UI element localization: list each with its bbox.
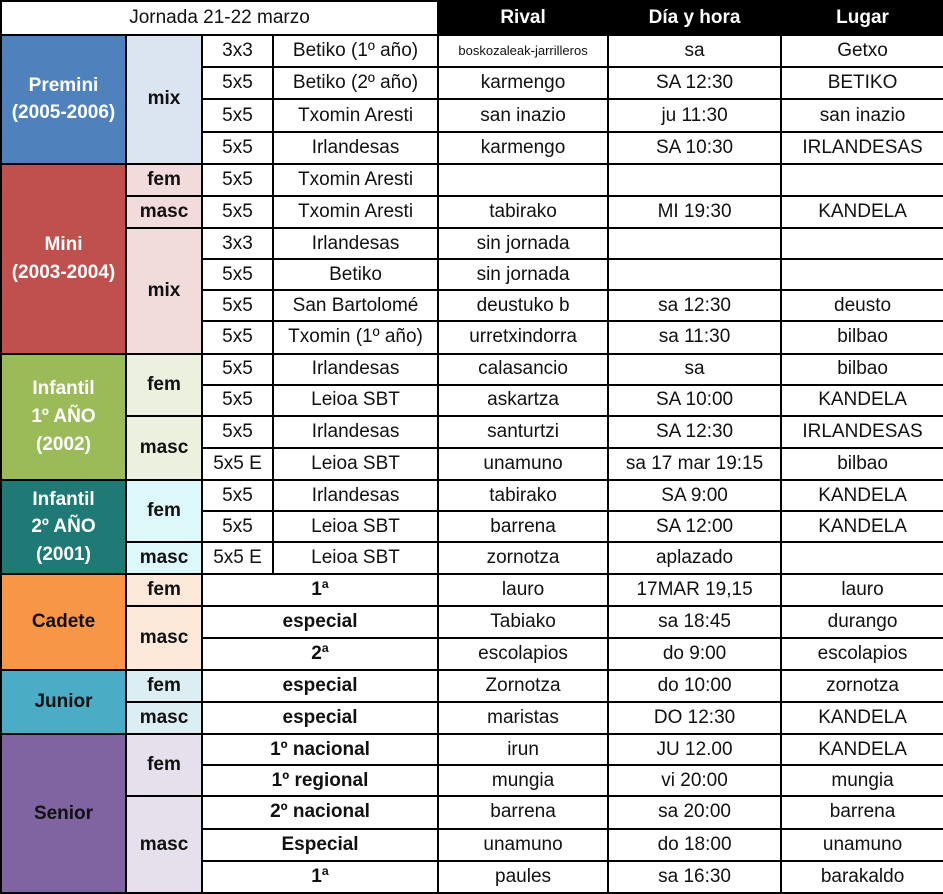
level-cell: 2º nacional — [202, 796, 438, 828]
lugar-cell: barakaldo — [781, 861, 943, 893]
table-row — [1, 542, 943, 574]
sex-masc: masc — [126, 796, 202, 893]
format-cell: 5x5 — [202, 321, 273, 353]
rival-cell: karmengo — [438, 67, 608, 99]
lugar-cell: mungia — [781, 765, 943, 796]
table-row — [1, 670, 943, 702]
rival-cell: tabirako — [438, 480, 608, 511]
rival-cell: boskozaleak-jarrilleros — [438, 35, 608, 67]
dia-cell: SA 10:30 — [608, 132, 781, 164]
lugar-cell: bilbao — [781, 354, 943, 385]
sex-fem: fem — [126, 164, 202, 196]
rival-cell: urretxindorra — [438, 321, 608, 353]
team-cell: Irlandesas — [273, 228, 438, 259]
table-row — [1, 702, 943, 734]
dia-cell: SA 10:00 — [608, 385, 781, 416]
rival-cell: Tabiako — [438, 606, 608, 638]
lugar-cell: san inazio — [781, 99, 943, 131]
lugar-cell: KANDELA — [781, 480, 943, 511]
sex-fem: fem — [126, 574, 202, 605]
category-infantil-2 — [1, 480, 126, 574]
category-label: Infantil — [32, 378, 95, 400]
format-cell: 5x5 — [202, 385, 273, 416]
team-cell: Leioa SBT — [273, 385, 438, 416]
dia-cell: sa 11:30 — [608, 321, 781, 353]
sex-fem: fem — [126, 354, 202, 416]
category-mini — [1, 164, 126, 354]
lugar-cell — [781, 164, 943, 196]
dia-cell: sa 16:30 — [608, 861, 781, 893]
lugar-cell: KANDELA — [781, 385, 943, 416]
sex-masc: masc — [126, 416, 202, 480]
team-cell: Betiko (2º año) — [273, 67, 438, 99]
sex-mix: mix — [126, 228, 202, 354]
lugar-cell: unamuno — [781, 829, 943, 861]
lugar-cell: durango — [781, 606, 943, 638]
category-junior: Junior — [1, 670, 126, 734]
rival-cell: deustuko b — [438, 290, 608, 321]
rival-cell: escolapios — [438, 638, 608, 670]
dia-cell: do 10:00 — [608, 670, 781, 702]
rival-cell: sin jornada — [438, 228, 608, 259]
table-row — [1, 35, 943, 67]
table-row — [1, 606, 943, 638]
format-cell: 3x3 — [202, 228, 273, 259]
dia-cell: sa 17 mar 19:15 — [608, 448, 781, 480]
dia-cell: DO 12:30 — [608, 702, 781, 734]
table-row — [1, 480, 943, 511]
level-cell: 1º regional — [202, 765, 438, 796]
sex-fem: fem — [126, 734, 202, 796]
lugar-header: Lugar — [781, 1, 943, 35]
lugar-cell: bilbao — [781, 321, 943, 353]
lugar-cell: IRLANDESAS — [781, 132, 943, 164]
team-cell: Leioa SBT — [273, 448, 438, 480]
table-row — [1, 796, 943, 828]
category-years: (2001) — [36, 544, 91, 565]
lugar-cell: Getxo — [781, 35, 943, 67]
team-cell: Betiko (1º año) — [273, 35, 438, 67]
rival-cell: calasancio — [438, 354, 608, 385]
dia-cell: sa 12:30 — [608, 290, 781, 321]
rival-cell: zornotza — [438, 542, 608, 574]
lugar-cell: KANDELA — [781, 734, 943, 765]
sex-masc: masc — [126, 542, 202, 574]
dia-hora-header: Día y hora — [608, 1, 781, 35]
format-cell: 5x5 — [202, 480, 273, 511]
level-cell: 1ª — [202, 861, 438, 893]
lugar-cell — [781, 542, 943, 574]
format-cell: 5x5 E — [202, 448, 273, 480]
category-label: Infantil — [32, 488, 95, 510]
level-cell: Especial — [202, 829, 438, 861]
dia-cell: 17MAR 19,15 — [608, 574, 781, 605]
format-cell: 5x5 E — [202, 542, 273, 574]
table-row — [1, 354, 943, 385]
team-cell: Txomin Aresti — [273, 196, 438, 228]
lugar-cell: zornotza — [781, 670, 943, 702]
table-row — [1, 196, 943, 228]
team-cell: Txomin (1º año) — [273, 321, 438, 353]
rival-header: Rival — [438, 1, 608, 35]
rival-cell: askartza — [438, 385, 608, 416]
team-cell: San Bartolomé — [273, 290, 438, 321]
lugar-cell: KANDELA — [781, 702, 943, 734]
level-cell: 1ª — [202, 574, 438, 605]
level-cell: especial — [202, 606, 438, 638]
sex-masc: masc — [126, 196, 202, 228]
format-cell: 5x5 — [202, 132, 273, 164]
dia-cell — [608, 228, 781, 259]
table-row — [1, 228, 943, 259]
rival-cell: san inazio — [438, 99, 608, 131]
lugar-cell — [781, 259, 943, 290]
team-cell: Txomin Aresti — [273, 99, 438, 131]
dia-cell — [608, 164, 781, 196]
rival-cell: tabirako — [438, 196, 608, 228]
format-cell: 5x5 — [202, 354, 273, 385]
rival-cell: sin jornada — [438, 259, 608, 290]
sex-fem: fem — [126, 670, 202, 702]
sex-fem: fem — [126, 480, 202, 542]
table-row — [1, 734, 943, 765]
category-label: Premini — [28, 74, 99, 96]
dia-cell: sa — [608, 35, 781, 67]
dia-cell: MI 19:30 — [608, 196, 781, 228]
category-year-label: 1º AÑO — [31, 405, 96, 427]
team-cell: Leioa SBT — [273, 542, 438, 574]
rival-cell: unamuno — [438, 448, 608, 480]
lugar-cell: KANDELA — [781, 196, 943, 228]
team-cell: Irlandesas — [273, 416, 438, 448]
rival-cell: mungia — [438, 765, 608, 796]
category-premini — [1, 35, 126, 164]
rival-cell: unamuno — [438, 829, 608, 861]
level-cell: especial — [202, 702, 438, 734]
dia-cell: SA 9:00 — [608, 480, 781, 511]
rival-cell: Zornotza — [438, 670, 608, 702]
team-cell: Leioa SBT — [273, 511, 438, 542]
format-cell: 5x5 — [202, 290, 273, 321]
table-row — [1, 574, 943, 605]
dia-cell: aplazado — [608, 542, 781, 574]
lugar-cell: escolapios — [781, 638, 943, 670]
sex-masc: masc — [126, 606, 202, 670]
team-cell: Irlandesas — [273, 480, 438, 511]
dia-cell: SA 12:00 — [608, 511, 781, 542]
format-cell: 5x5 — [202, 196, 273, 228]
rival-cell: santurtzi — [438, 416, 608, 448]
rival-cell — [438, 164, 608, 196]
rival-cell: barrena — [438, 796, 608, 828]
lugar-cell: bilbao — [781, 448, 943, 480]
team-cell: Betiko — [273, 259, 438, 290]
rival-cell: barrena — [438, 511, 608, 542]
dia-cell: sa 20:00 — [608, 796, 781, 828]
dia-cell: do 9:00 — [608, 638, 781, 670]
level-cell: 2ª — [202, 638, 438, 670]
lugar-cell: IRLANDESAS — [781, 416, 943, 448]
jornada-title: Jornada 21-22 marzo — [1, 1, 438, 35]
category-year-label: 2º AÑO — [31, 516, 96, 538]
level-cell: especial — [202, 670, 438, 702]
category-cadete: Cadete — [1, 574, 126, 669]
category-label: Mini — [44, 234, 83, 256]
sex-mix: mix — [126, 35, 202, 164]
dia-cell: sa 18:45 — [608, 606, 781, 638]
format-cell: 5x5 — [202, 511, 273, 542]
category-infantil-1 — [1, 354, 126, 481]
rival-cell: paules — [438, 861, 608, 893]
dia-cell — [608, 259, 781, 290]
table-row — [1, 164, 943, 196]
team-cell: Txomin Aresti — [273, 164, 438, 196]
lugar-cell: lauro — [781, 574, 943, 605]
format-cell: 5x5 — [202, 164, 273, 196]
category-years: (2003-2004) — [11, 261, 116, 283]
category-years: (2002) — [36, 433, 91, 455]
level-cell: 1º nacional — [202, 734, 438, 765]
dia-cell: JU 12.00 — [608, 734, 781, 765]
header-row — [1, 1, 943, 35]
format-cell: 5x5 — [202, 259, 273, 290]
lugar-cell: deusto — [781, 290, 943, 321]
team-cell: Irlandesas — [273, 132, 438, 164]
lugar-cell: BETIKO — [781, 67, 943, 99]
rival-cell: maristas — [438, 702, 608, 734]
lugar-cell — [781, 228, 943, 259]
dia-cell: ju 11:30 — [608, 99, 781, 131]
category-senior: Senior — [1, 734, 126, 893]
dia-cell: SA 12:30 — [608, 416, 781, 448]
team-cell: Irlandesas — [273, 354, 438, 385]
format-cell: 3x3 — [202, 35, 273, 67]
rival-cell: lauro — [438, 574, 608, 605]
dia-cell: do 18:00 — [608, 829, 781, 861]
category-years: (2005-2006) — [11, 102, 116, 124]
rival-cell: irun — [438, 734, 608, 765]
format-cell: 5x5 — [202, 67, 273, 99]
dia-cell: vi 20:00 — [608, 765, 781, 796]
table-row — [1, 416, 943, 448]
sex-masc: masc — [126, 702, 202, 734]
dia-cell: sa — [608, 354, 781, 385]
lugar-cell: KANDELA — [781, 511, 943, 542]
lugar-cell: barrena — [781, 796, 943, 828]
format-cell: 5x5 — [202, 416, 273, 448]
format-cell: 5x5 — [202, 99, 273, 131]
rival-cell: karmengo — [438, 132, 608, 164]
dia-cell: SA 12:30 — [608, 67, 781, 99]
